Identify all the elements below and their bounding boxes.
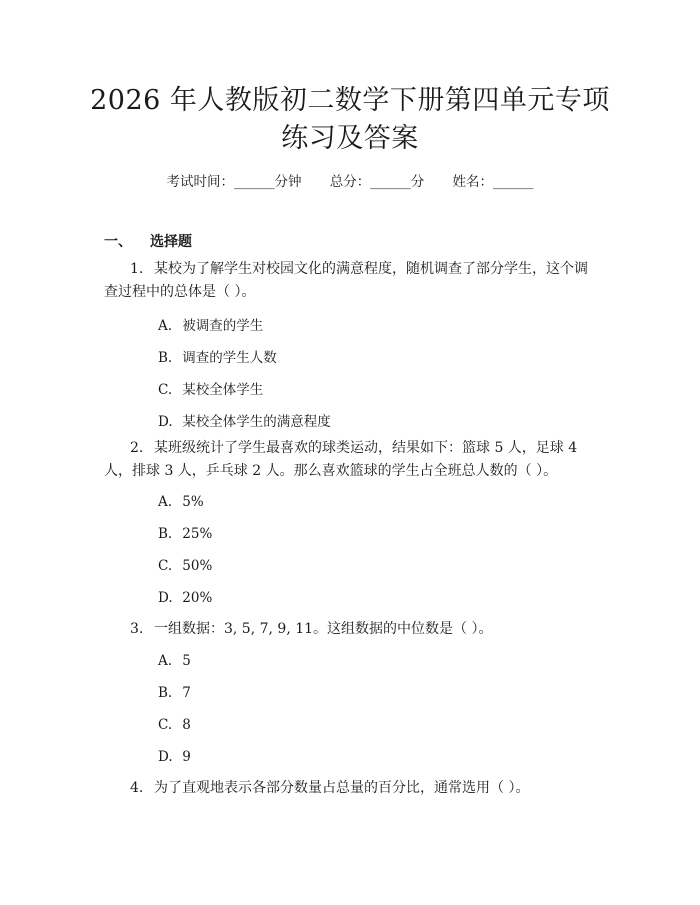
exam-meta [0, 170, 700, 190]
student-name-field: 姓名：______ [452, 174, 534, 190]
option-c: C. 8 [158, 717, 191, 733]
question-1 [104, 258, 600, 304]
question-number: 3. [130, 621, 144, 637]
option-a: A. 被调查的学生 [158, 318, 264, 334]
option-b: B. 7 [158, 685, 191, 701]
page-title: 2026 年人教版初二数学下册第四单元专项练习及答案 [90, 85, 610, 154]
question-3 [104, 618, 600, 641]
question-number: 4. [130, 780, 144, 796]
section-label: 选择题 [150, 234, 192, 250]
option-c: C. 50% [158, 558, 213, 574]
section-number: 一、 [104, 234, 132, 250]
question-text: 为了直观地表示各部分数量占总量的百分比，通常选用（ ）。 [154, 780, 530, 796]
question-text: 一组数据：3, 5, 7, 9, 11。这组数据的中位数是（ ）。 [154, 621, 493, 637]
exam-time-field: 考试时间：______分钟 [166, 174, 302, 190]
question-number: 2. [130, 440, 144, 456]
question-number: 1. [130, 261, 144, 277]
question-text: 某班级统计了学生最喜欢的球类运动，结果如下：篮球 5 人，足球 4 人，排球 3 人，乒乓球 2 人。那么喜欢篮球的学生占全班总人数的（ ）。 [104, 440, 578, 479]
option-d: D. 20% [158, 590, 213, 606]
option-c: C. 某校全体学生 [158, 382, 264, 398]
option-b: B. 25% [158, 526, 213, 542]
question-4 [104, 777, 600, 800]
question-2 [104, 437, 600, 483]
total-score-field: 总分：______分 [329, 174, 425, 190]
option-b: B. 调查的学生人数 [158, 350, 277, 366]
option-a: A. 5% [158, 494, 204, 510]
option-d: D. 9 [158, 749, 191, 765]
option-a: A. 5 [158, 653, 191, 669]
option-d: D. 某校全体学生的满意程度 [158, 414, 331, 430]
section-heading [104, 231, 192, 251]
question-text: 某校为了解学生对校园文化的满意程度，随机调查了部分学生，这个调查过程中的总体是（ ）。 [104, 261, 588, 300]
